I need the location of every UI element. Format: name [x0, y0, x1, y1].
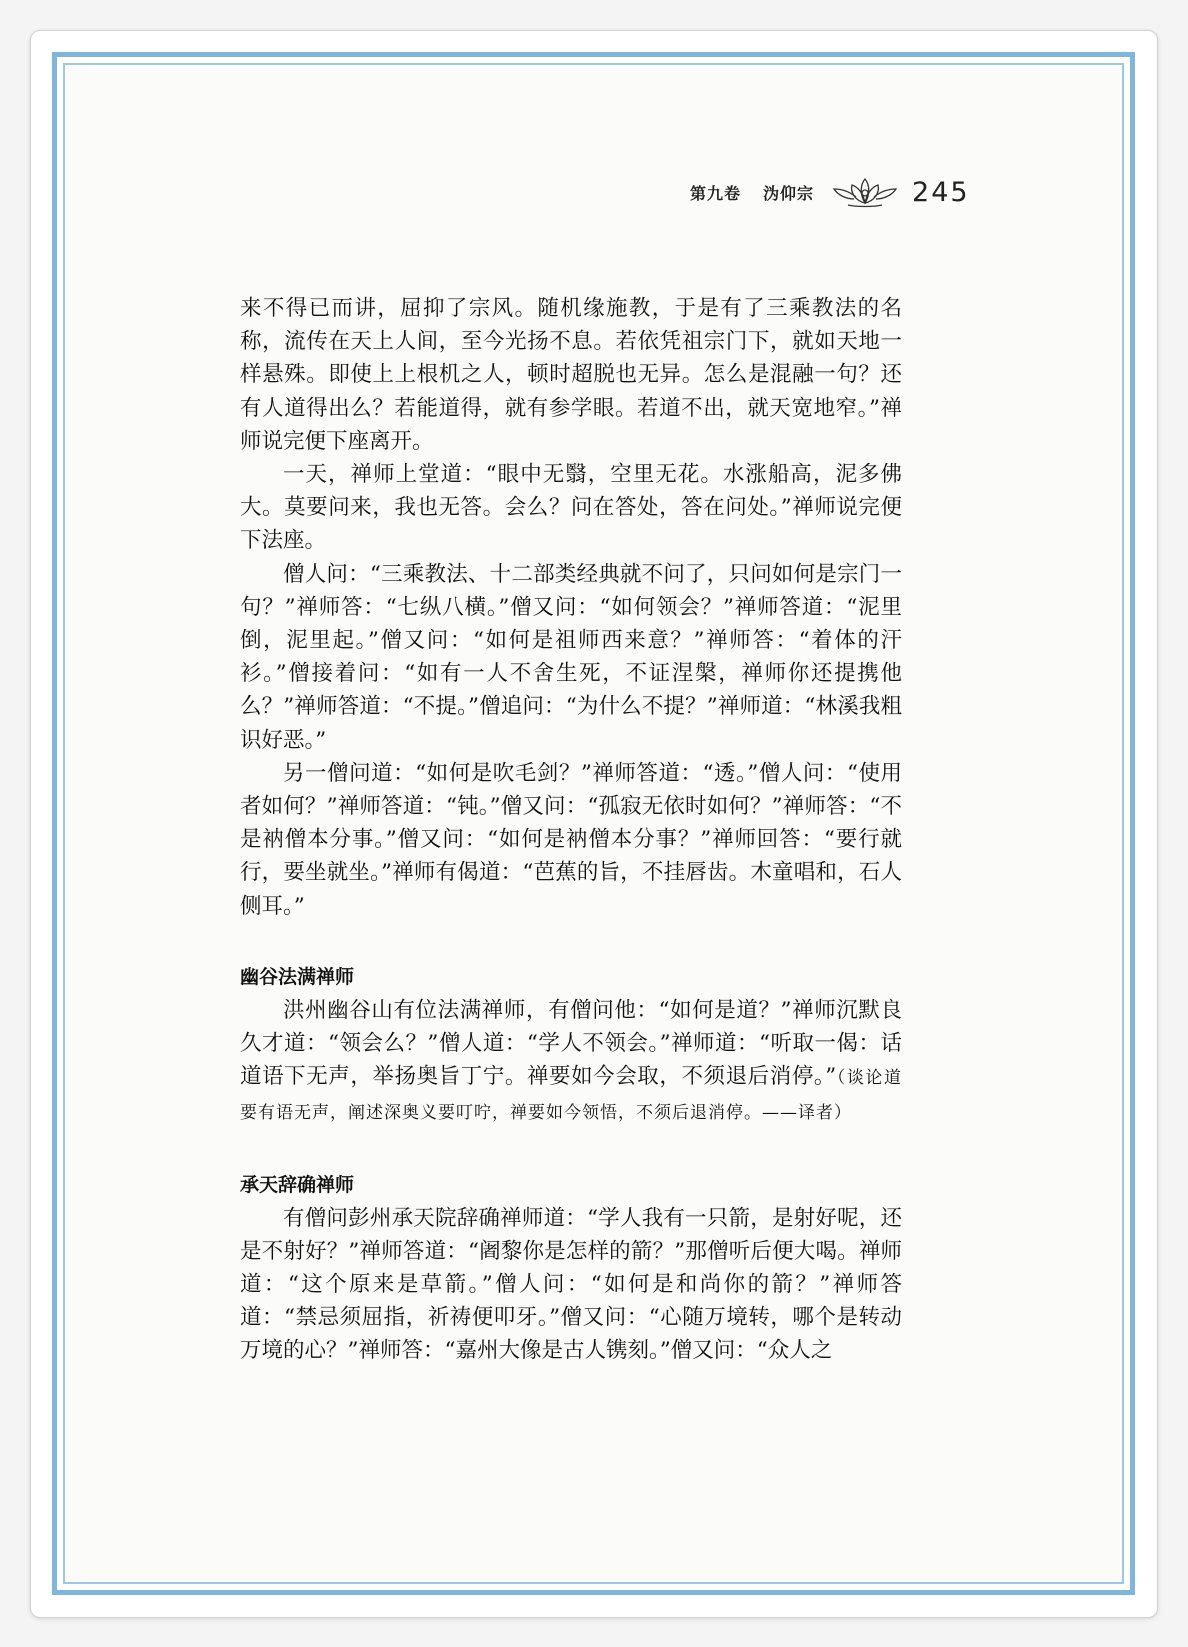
section-heading: 幽谷法满禅师	[240, 965, 355, 988]
running-header	[690, 172, 970, 212]
paragraph: 一天，禅师上堂道：“眼中无翳，空里无花。水涨船高，泥多佛大。莫要问来，我也无答。会么？问在答处，答在问处。”禅师说完便下法座。	[240, 462, 902, 554]
section-label: 沩仰宗	[763, 183, 815, 203]
paragraph: 另一僧问道：“如何是吹毛剑？”禅师答道：“透。”僧人问：“使用者如何？”禅师答道：“钝。”僧又问：“孤寂无依时如何？”禅师答：“不是衲僧本分事。”僧又问：“如何是衲僧本分事？”禅师回答：“要行就行，要坐就坐。”禅师有偈道：“芭蕉的旨，不挂唇齿。木童唱和，石人侧耳。”	[240, 760, 902, 919]
paragraph-continuation: 来不得已而讲，屈抑了宗风。随机缘施教，于是有了三乘教法的名称，流传在天上人间，至今光扬不息。若依凭祖宗门下，就如天地一样悬殊。即使上上根机之人，顿时超脱也无异。怎么是混融一句？还有人道得出么？若能道得，就有参学眼。若道不出，就天宽地窄。”禅师说完便下座离开。	[240, 296, 902, 454]
spacer	[240, 923, 902, 961]
section-heading: 承天辞确禅师	[240, 1173, 355, 1196]
lotus-ornament-icon	[832, 175, 898, 209]
section-text: 洪州幽谷山有位法满禅师，有僧问他：“如何是道？”禅师沉默良久才道：“领会么？”僧人道：“学人不领会。”禅师道：“听取一偈：话道语下无声，举扬奥旨丁宁。禅要如今会取，不须退后消停。”	[240, 997, 902, 1090]
section-paragraph	[240, 994, 902, 1131]
volume-label: 第九卷	[690, 183, 742, 203]
paragraph: 僧人问：“三乘教法、十二部类经典就不问了，只问如何是宗门一句？”禅师答：“七纵八横。”僧又问：“如何领会？”禅师答道：“泥里倒，泥里起。”僧又问：“如何是祖师西来意？”禅师答：“着体的汗衫。”僧接着问：“如有一人不舍生死，不证涅槃，禅师你还提携他么？”禅师答道：“不提。”僧追问：“为什么不提？”禅师道：“林溪我粗识好恶。”	[240, 561, 902, 753]
page-number: 245	[912, 176, 970, 208]
translator-note: （谈论道要有语无声，阐述深奥义要叮咛，禅要如今领悟，不须后退消停。——译者）	[240, 1068, 903, 1124]
page-body	[240, 292, 902, 1368]
spacer	[240, 1131, 902, 1169]
section-paragraph: 有僧问彭州承天院辞确禅师道：“学人我有一只箭，是射好呢，还是不射好？”禅师答道：“阇黎你是怎样的箭？”那僧听后便大喝。禅师道：“这个原来是草箭。”僧人问：“如何是和尚你的箭？”禅师答道：“禁忌须屈指，祈祷便叩牙。”僧又问：“心随万境转，哪个是转动万境的心？”禅师答：“嘉州大像是古人镌刻。”僧又问：“众人之	[240, 1205, 902, 1364]
